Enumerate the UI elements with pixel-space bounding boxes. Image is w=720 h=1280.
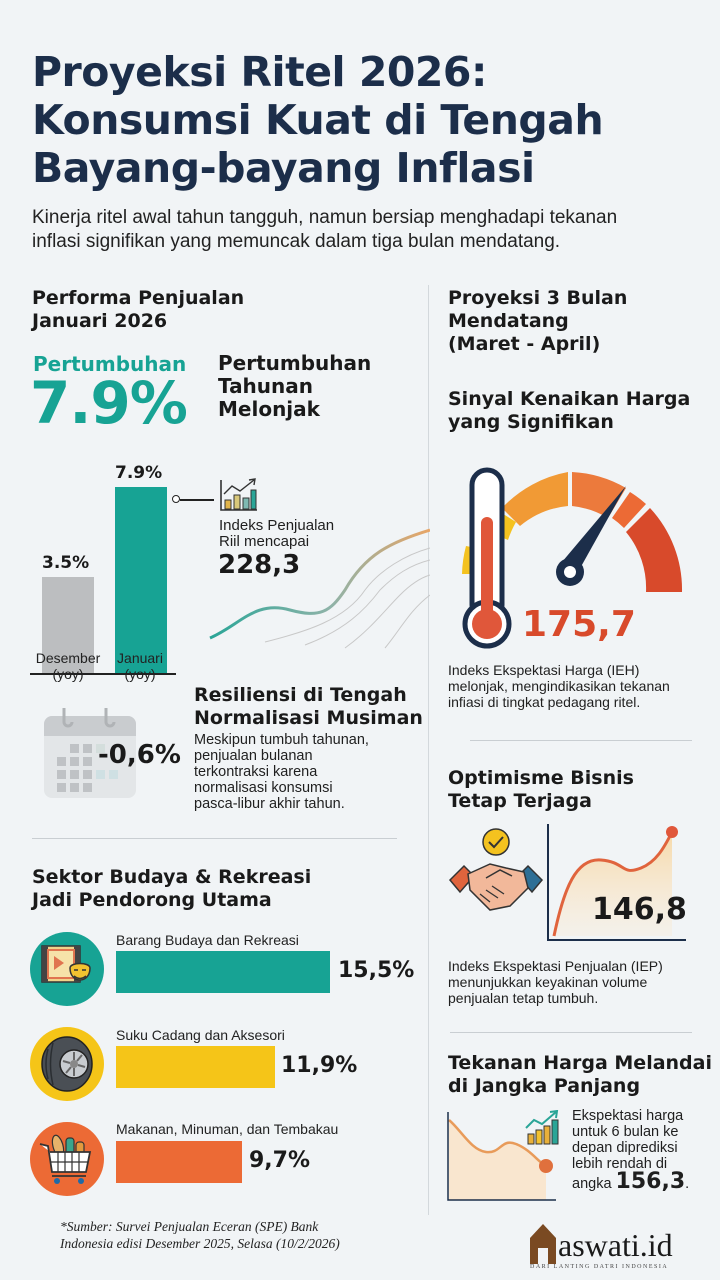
optimism-title: Optimisme Bisnis Tetap Terjaga xyxy=(448,767,634,812)
optimism-body: Indeks Ekspektasi Penjualan (IEP) menunjukkan keyakinan volume penjualan tetap tumbuh. xyxy=(448,958,663,1006)
sector-bar-parts xyxy=(116,1046,275,1088)
sector-value-parts: 11,9% xyxy=(281,1053,358,1078)
bar-chart-trend-icon xyxy=(219,478,259,512)
index-value: 228,3 xyxy=(218,550,301,580)
sector-value-culture: 15,5% xyxy=(338,958,415,983)
connector-dot xyxy=(172,495,180,503)
axis-label-januari: Januari (yoy) xyxy=(117,650,163,682)
film-theater-icon xyxy=(30,932,104,1006)
logo-text: aswati.id xyxy=(558,1227,673,1263)
page-subtitle: Kinerja ritel awal tahun tangguh, namun bersiap menghadapi tekanan inflasi signifikan yang memuncak dalam tiga bulan mendatang. xyxy=(32,207,618,252)
connector-line xyxy=(180,499,214,501)
price-signal-body: Indeks Ekspektasi Harga (IEH) melonjak, mengindikasikan tekanan infiasi di tingkat pedagang ritel. xyxy=(448,662,670,710)
tire-icon xyxy=(30,1027,104,1101)
optimism-value: 146,8 xyxy=(592,892,687,927)
bar-value-januari: 7.9% xyxy=(115,463,163,483)
resilience-value: -0,6% xyxy=(98,740,181,770)
left-divider xyxy=(32,838,397,839)
resilience-title: Resiliensi di Tengah Normalisasi Musiman xyxy=(194,684,423,729)
index-label: Indeks Penjualan Riil mencapai xyxy=(219,517,335,550)
sector-value-food: 9,7% xyxy=(249,1148,311,1173)
sector-bar-food xyxy=(116,1141,242,1183)
price-signal-value: 175,7 xyxy=(522,604,636,645)
bar-value-desember: 3.5% xyxy=(42,553,90,573)
right-divider-2 xyxy=(450,1032,692,1033)
sector-label-food: Makanan, Minuman, dan Tembakau xyxy=(116,1121,339,1137)
growth-value: 7.9% xyxy=(30,369,187,437)
right-divider-1 xyxy=(470,740,692,741)
long-term-title: Tekanan Harga Melandai di Jangka Panjang xyxy=(448,1052,712,1097)
growth-bars-icon xyxy=(524,1110,560,1146)
axis-label-desember: Desember (yoy) xyxy=(35,650,101,682)
section-title-projection: Proyeksi 3 Bulan Mendatang (Maret - April) xyxy=(448,287,628,355)
decorative-wave xyxy=(205,517,430,650)
sector-label-culture: Barang Budaya dan Rekreasi xyxy=(116,932,299,948)
long-term-value-line: angka 156,3. xyxy=(572,1169,690,1194)
shopping-cart-icon xyxy=(30,1122,104,1196)
section-title-performance: Performa Penjualan Januari 2026 xyxy=(32,287,245,332)
long-term-body: Ekspektasi harga untuk 6 bulan ke depan diprediksi lebih rendah di xyxy=(572,1108,684,1172)
resilience-body: Meskipun tumbuh tahunan, penjualan bulanan terkontraksi karena normalisasi konsumsi pasca-libur akhir tahun. xyxy=(194,732,369,812)
page-title: Proyeksi Ritel 2026: Konsumsi Kuat di Tengah Bayang-bayang Inflasi xyxy=(32,48,604,192)
handshake-check-icon xyxy=(446,828,546,928)
sector-bar-culture xyxy=(116,951,330,993)
logo-tagline: DARI LANTING DATRI INDONESIA xyxy=(530,1264,669,1270)
source-note: *Sumber: Survei Penjualan Eceran (SPE) Bank Indonesia edisi Desember 2025, Selasa (10/2/2026) xyxy=(60,1219,340,1251)
logo xyxy=(528,1222,708,1272)
growth-headline: Pertumbuhan Tahunan Melonjak xyxy=(218,351,372,421)
house-logo-icon xyxy=(528,1222,558,1264)
bar-januari xyxy=(115,487,167,673)
column-divider xyxy=(428,285,429,1215)
growth-label: Pertumbuhan xyxy=(33,352,187,376)
price-signal-title: Sinyal Kenaikan Harga yang Signifikan xyxy=(448,388,691,433)
sector-label-parts: Suku Cadang dan Aksesori xyxy=(116,1027,285,1043)
long-term-value: 156,3 xyxy=(615,1169,686,1194)
sectors-title: Sektor Budaya & Rekreasi Jadi Pendorong Utama xyxy=(32,866,312,911)
